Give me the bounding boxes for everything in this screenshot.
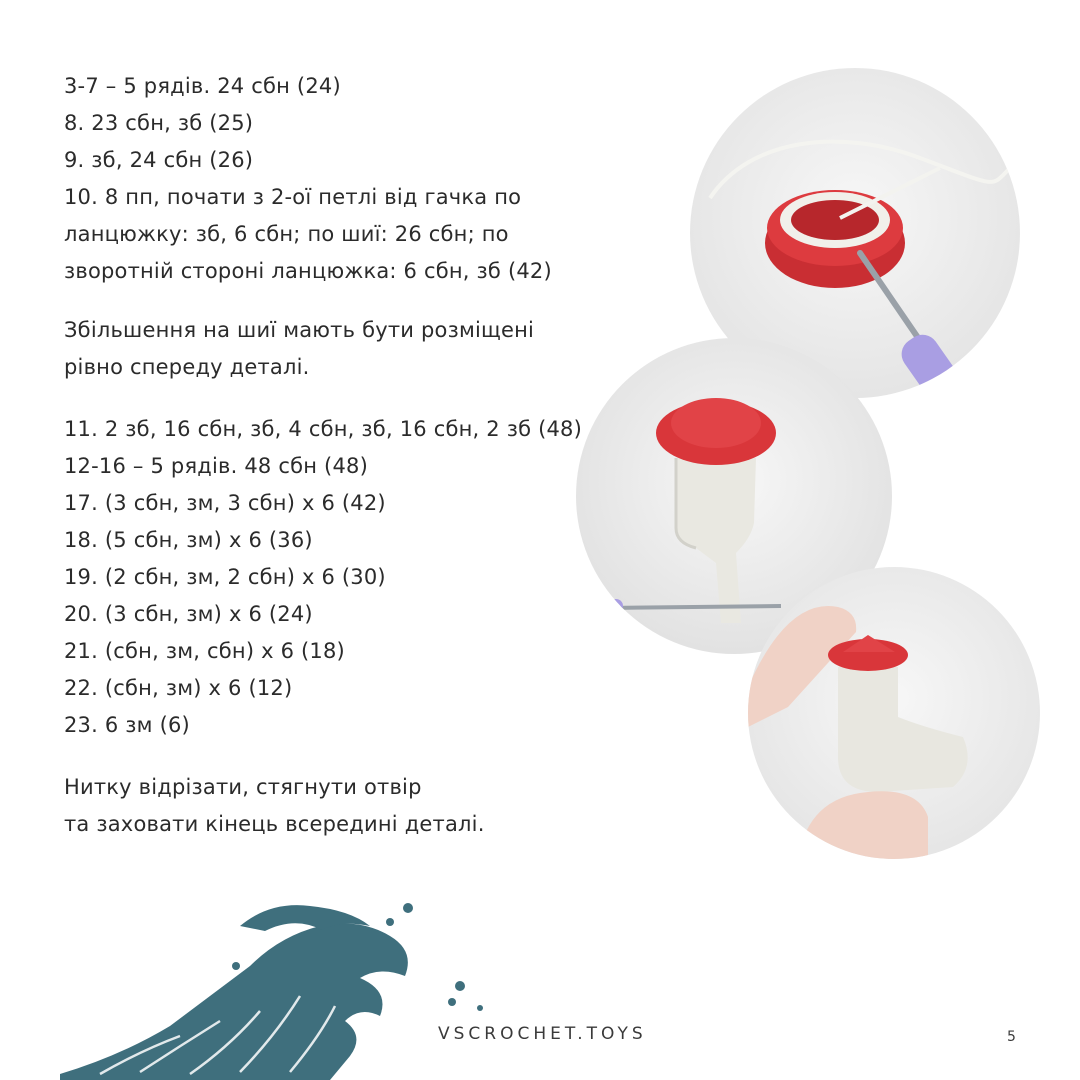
pattern-row: 19. (2 сбн, зм, 2 сбн) х 6 (30) [64,565,386,589]
note-block [64,312,584,386]
pattern-row: 11. 2 зб, 16 сбн, зб, 4 сбн, зб, 16 сбн, 2 зб (48) [64,417,583,441]
pattern-row: 20. (3 сбн, зм) х 6 (24) [64,602,313,626]
pattern-text [64,68,584,843]
pattern-row: 21. (сбн, зм, сбн) х 6 (18) [64,639,345,663]
pattern-row: 17. (3 сбн, зм, 3 сбн) х 6 (42) [64,491,386,515]
pattern-row: 8. 23 сбн, зб (25) [64,111,254,135]
brand-name: VSCROCHET.TOYS [438,1024,647,1044]
pattern-row: 10. 8 пп, почати з 2-ої петлі від гачка по [64,185,522,209]
finish-block [64,769,584,843]
pattern-row: ланцюжку: зб, 6 сбн; по шиї: 26 сбн; по [64,222,509,246]
rows-block-b [64,411,584,744]
wave-illustration [60,896,540,1080]
finish-line: Нитку відрізати, стягнути отвір [64,775,422,799]
pattern-row: 22. (сбн, зм) х 6 (12) [64,676,293,700]
finish-line: та заховати кінець всередині деталі. [64,812,485,836]
photo-piece-in-fingers [748,567,1040,859]
note-line: Збільшення на шиї мають бути розміщені [64,318,535,342]
pattern-row: зворотній стороні ланцюжка: 6 сбн, зб (42) [64,259,552,283]
pattern-row: 9. зб, 24 сбн (26) [64,148,254,172]
pattern-row: 23. 6 зм (6) [64,713,190,737]
pattern-row: 12-16 – 5 рядів. 48 сбн (48) [64,454,368,478]
note-line: рівно спереду деталі. [64,355,310,379]
page-number: 5 [1007,1029,1016,1045]
pattern-row: 3-7 – 5 рядів. 24 сбн (24) [64,74,341,98]
rows-block-a [64,68,584,290]
pattern-row: 18. (5 сбн, зм) х 6 (36) [64,528,313,552]
